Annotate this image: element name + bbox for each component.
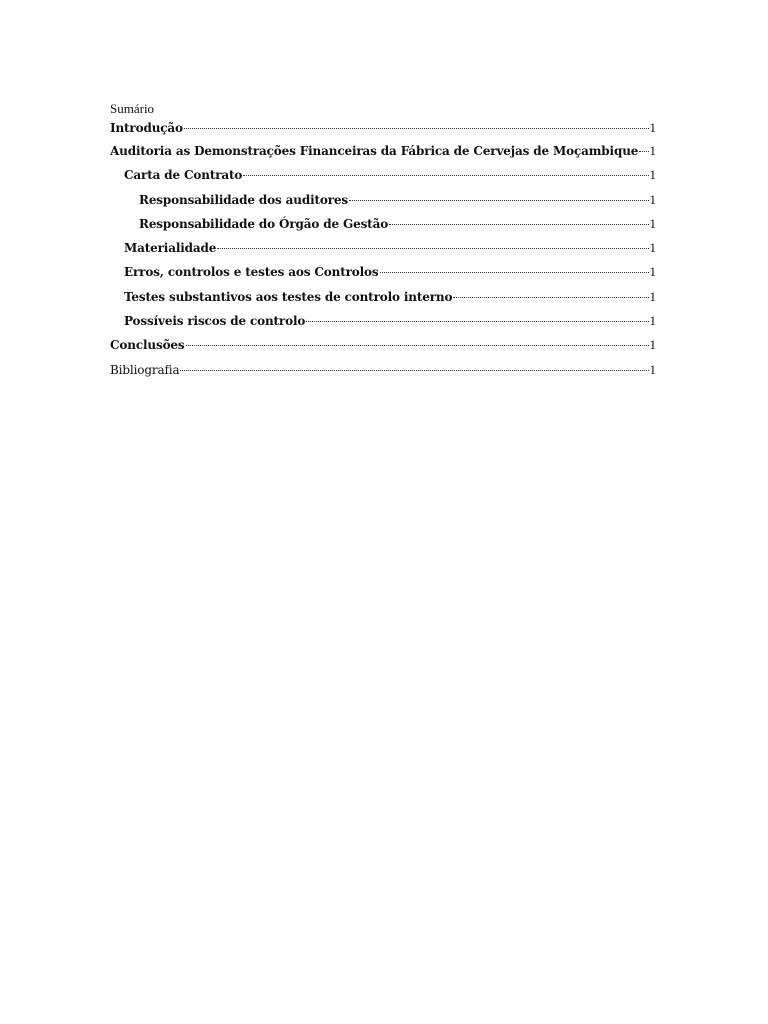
toc-entry-possiveis-riscos[interactable] [110,309,656,333]
toc-entry-text: Auditoria as Demonstrações Financeiras da Fábrica de Cervejas de Moçambique [110,144,639,158]
toc-leader-dots [639,150,648,152]
toc-entry-responsabilidade-auditores[interactable] [110,188,656,212]
toc-page-number: 1 [649,191,656,207]
toc-page-number: 1 [649,337,656,353]
toc-leader-dots [184,127,649,129]
toc-leader-dots [306,320,648,322]
toc-leader-dots [217,247,648,249]
toc-entry-text: Materialidade [124,241,217,256]
toc-entry-text: Erros, controlos e testes aos Controlos [124,265,379,280]
toc-entry-bibliografia[interactable] [110,358,656,382]
toc-title: Sumário [110,101,155,116]
toc-entry-erros-controlos[interactable] [110,260,656,284]
toc-entry-materialidade[interactable] [110,236,656,260]
toc-page-number: 1 [649,361,656,377]
toc-entry-text: Possíveis riscos de controlo [124,314,306,329]
table-of-contents [110,101,656,382]
toc-page-number: 1 [649,264,656,280]
toc-leader-dots [180,369,648,371]
toc-page-number: 1 [649,120,656,135]
toc-entry-responsabilidade-orgao-gestao[interactable] [110,212,656,236]
toc-leader-dots [243,174,648,176]
toc-entry-conclusoes[interactable] [110,333,656,357]
toc-leader-dots [349,199,649,201]
toc-page-number: 1 [649,240,656,256]
toc-entry-carta-de-contrato[interactable] [110,163,656,187]
toc-entry-testes-substantivos[interactable] [110,285,656,309]
toc-entry-text: Testes substantivos aos testes de controlo interno [124,289,453,304]
toc-page-number: 1 [649,215,656,231]
toc-page-number: 1 [649,288,656,304]
toc-entry-text: Responsabilidade do Órgão de Gestão [139,216,389,231]
toc-page-number: 1 [649,167,656,183]
toc-leader-dots [186,344,649,346]
toc-entry-text: Introdução [110,121,183,135]
toc-leader-dots [380,271,649,273]
toc-entry-auditoria[interactable] [110,139,656,163]
toc-entry-text: Responsabilidade dos auditores [139,192,348,207]
toc-leader-dots [453,296,648,298]
toc-page-number: 1 [649,143,656,158]
toc-entry-text: Bibliografia [110,362,180,377]
toc-page-number: 1 [649,313,656,329]
toc-entry-text: Carta de Contrato [124,168,243,183]
toc-entry-text: Conclusões [110,338,185,353]
toc-leader-dots [389,223,648,225]
toc-entry-introducao[interactable] [110,117,656,139]
